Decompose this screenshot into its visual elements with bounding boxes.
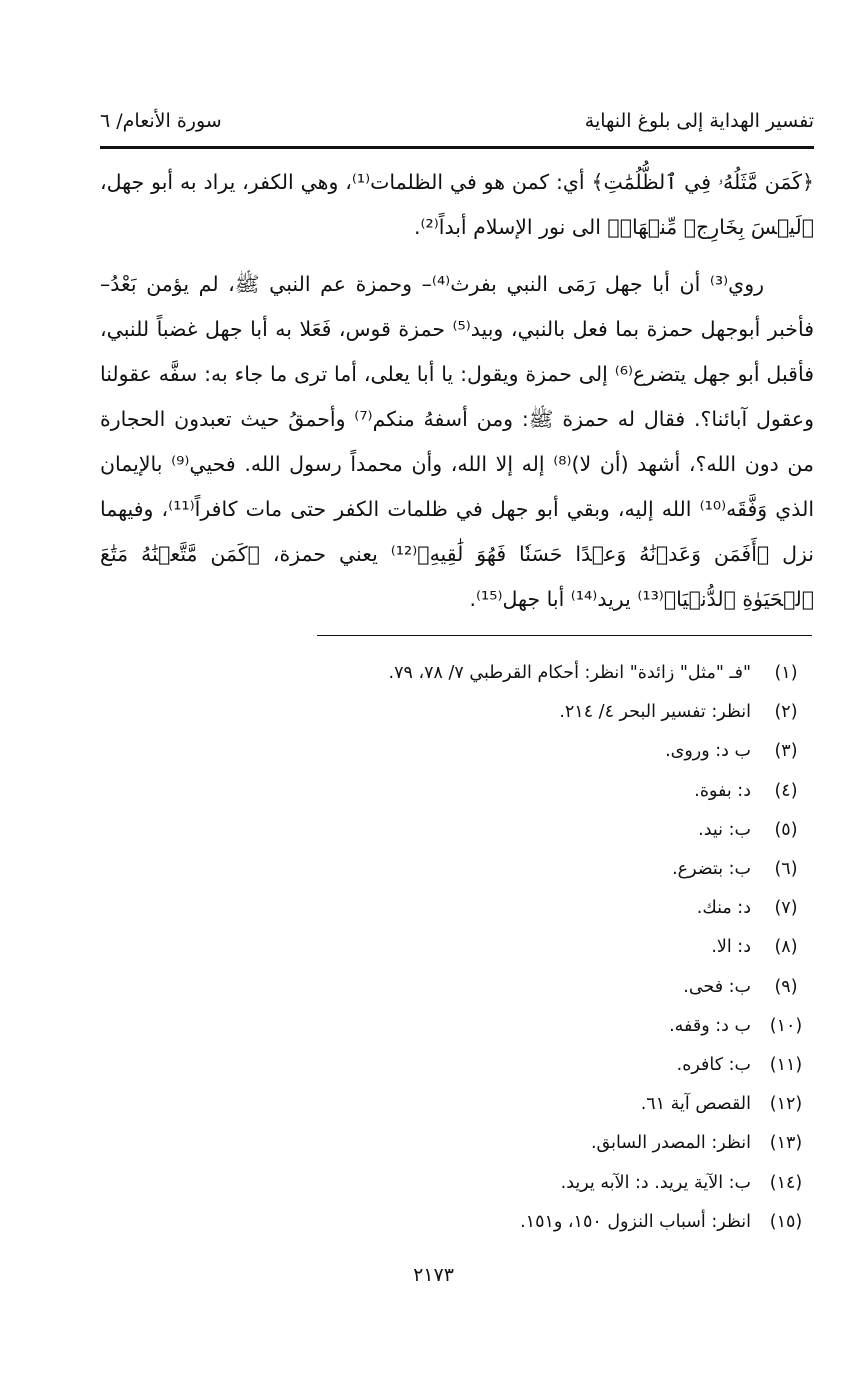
footnote-text: ب د: وقفه. [669,1015,751,1036]
footnote-item [115,1124,815,1163]
paragraph-1: ﴿كَمَن مَّثَلُهُۥ فِي ٱلظُّلُمَٰتِ﴾ أي: كمن هو في الظلمات⁽¹⁾، وهي الكفر، يراد به أبو جهل، ﴿لَيۡسَ بِخَارِجٖ مِّنۡهَاۚ﴾ الى نور الإسلام أبداً⁽²⁾. [100,170,815,239]
footnote-number: (٢) [774,702,798,723]
footnote-text: ب د: وروى. [665,741,751,762]
footnote-number: (١) [774,663,798,683]
main-text [100,160,814,622]
surah-label: سورة الأنعام/ ٦ [100,110,222,132]
book-title: تفسير الهداية إلى بلوغ النهاية [584,110,814,132]
footnote-item [115,968,815,1007]
footnote-item [115,1046,815,1085]
footnote-item [115,811,815,850]
footnote-text: د: منك. [696,898,751,919]
footnote-item [115,928,815,967]
footnote-rule [317,635,812,636]
footnote-text: ب: فحى. [683,976,751,997]
footnote-text: انظر: أسباب النزول ١٥٠، و١٥١. [520,1211,751,1232]
footnote-number: (٥) [774,819,798,840]
footnote-text: ب: نيد. [698,819,751,840]
running-header [100,110,814,132]
header-rule [100,146,814,149]
footnote-text: ب: كافره. [676,1055,751,1076]
footnote-number: (١٠) [769,1015,803,1036]
footnote-text: د: بفوة. [694,780,751,801]
footnote-item [115,1007,815,1046]
paragraph-2: روي⁽³⁾ أن أبا جهل رَمَى النبي بفرث⁽⁴⁾– وحمزة عم النبي ﷺ، لم يؤمن بَعْدُ– فأخبر أبوجهل حمزة بما فعل بالنبي، وبيد⁽⁵⁾ حمزة قوس، فَعَلا به أبا جهل غضباً للنبي، فأقبل أبو جهل يتضرع⁽⁶⁾ إلى حمزة ويقول: يا أبا يعلى، أما ترى ما جاء به: سفَّه عقولنا وعقول آبائنا؟. فقال له حمزة ﷺ: ومن أسفهُ منكم⁽⁷⁾ وأحمقُ حيث تعبدون الحجارة من دون الله؟، أشهد (أن لا)⁽⁸⁾ إله إلا الله، وأن محمداً رسول الله. فحيي⁽⁹⁾ بالإيمان الذي وَفَّقَه⁽¹⁰⁾ الله إليه، وبقي أبو جهل في ظلمات الكفر حتى مات كافراً⁽¹¹⁾، وفيهما نزل ﴿أَفَمَن وَعَدۡنَٰهُ وَعۡدًا حَسَنٗا فَهُوَ لَٰقِيهِ﴾⁽¹²⁾ يعني حمزة، ﴿كَمَن مَّتَّعۡنَٰهُ مَتَٰعَ ٱلۡحَيَوٰةِ ٱلدُّنۡيَا﴾⁽¹³⁾ يريد⁽¹⁴⁾ أبا جهل⁽¹⁵⁾. [100,272,815,611]
footnote-number: (١٥) [769,1211,803,1232]
footnotes-list [115,654,815,1242]
footnote-number: (٤) [774,780,798,801]
footnote-number: (١٣) [769,1133,803,1154]
footnote-item [115,732,815,771]
footnote-text: "فـ "مثل" زائدة" انظر: أحكام القرطبي ٧/ ٧٨، ٧٩. [388,663,751,683]
footnote-text: ب: بتضرع. [672,859,751,880]
footnote-text: انظر: المصدر السابق. [590,1133,751,1154]
footnote-item [115,850,815,889]
footnote-number: (٨) [774,937,798,958]
footnote-text: د: الا. [711,937,751,958]
footnote-number: (٣) [774,741,798,762]
footnote-text: القصص آية ٦١. [640,1094,751,1115]
page-number: ٢١٧٣ [413,1264,454,1286]
footnote-number: (١١) [769,1055,803,1076]
footnote-item [115,772,815,811]
footnote-text: انظر: تفسير البحر ٤/ ٢١٤. [559,702,751,723]
footnote-number: (٧) [774,898,798,919]
footnote-number: (٩) [774,976,798,997]
footnote-item [115,889,815,928]
footnote-number: (١٤) [769,1172,803,1193]
footnote-number: (٦) [774,859,798,880]
footnote-text: ب: الآية يريد. د: الآبه يريد. [560,1172,751,1193]
footnote-number: (١٢) [769,1094,803,1115]
footnote-item [115,693,815,732]
footnote-item [115,1203,815,1242]
footnote-item [115,1164,815,1203]
footnote-item [115,1085,815,1124]
footnote-item [115,654,815,693]
